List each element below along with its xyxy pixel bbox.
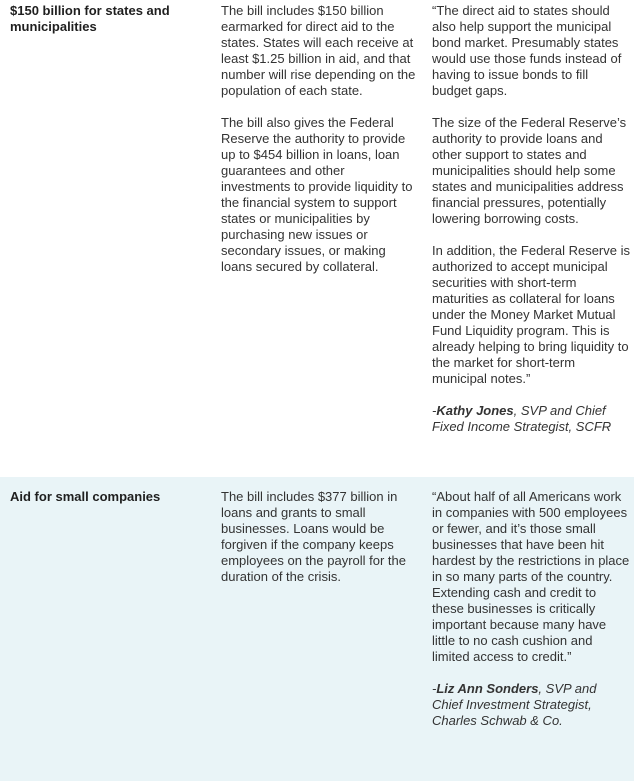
row-topic — [0, 489, 211, 781]
attribution-title: , SVP and Chief Investment Strategist, Charles Schwab & Co. — [432, 681, 597, 728]
quote-paragraph: In addition, the Federal Reserve is authorized to accept municipal securities with short-term maturities as collateral for loans under the Money Market Mutual Fund Liquidity program. This is already helping to bring liquidity to the market for short-term municipal notes.” — [432, 243, 630, 386]
detail-paragraph: The bill also gives the Federal Reserve the authority to provide up to $454 billion in loans, loan guarantees and other investments to provide liquidity to the financial system to support states or municipalities by purchasing new issues or secondary issues, or making loans secured by collateral. — [221, 115, 413, 274]
row-details — [211, 489, 422, 781]
attribution-name: Liz Ann Sonders — [436, 681, 539, 696]
attribution-name: Kathy Jones — [436, 403, 514, 418]
row-quote — [422, 489, 634, 781]
table-row-small-business — [0, 477, 634, 781]
quote-paragraph: “About half of all Americans work in companies with 500 employees or fewer, and it’s those small businesses that have been hit hardest by the restrictions in place in so many parts of the country. Extending cash and credit to these businesses is critically important because many have little to no cash cushion and limited access to credit.” — [432, 489, 630, 664]
quote-paragraph: The size of the Federal Reserve’s authority to provide loans and other support to states and municipalities should help some states and municipalities address financial pressures, potentially lowering borrowing costs. — [432, 115, 627, 226]
quote-attribution — [432, 403, 630, 435]
row-topic — [0, 3, 211, 477]
quote-paragraph: “The direct aid to states should also help support the municipal bond market. Presumably states would use those funds instead of having to issue bonds to fill budget gaps. — [432, 3, 622, 98]
topic-text: $150 billion for states and municipalities — [10, 3, 170, 34]
quote-attribution — [432, 681, 630, 729]
row-quote — [422, 3, 634, 477]
attribution-prefix: - — [432, 403, 437, 418]
attribution-title: , SVP and Chief Fixed Income Strategist, SCFR — [432, 403, 612, 434]
topic-text: Aid for small companies — [10, 489, 161, 504]
detail-paragraph: The bill includes $150 billion earmarked for direct aid to the states. States will each receive at least $1.25 billion in aid, and that number will rise depending on the population of each state. — [221, 3, 416, 98]
row-details — [211, 3, 422, 477]
attribution-prefix: - — [432, 681, 437, 696]
detail-paragraph: The bill includes $377 billion in loans and grants to small businesses. Loans would be forgiven if the company keeps employees on the payroll for the duration of the crisis. — [221, 489, 406, 584]
